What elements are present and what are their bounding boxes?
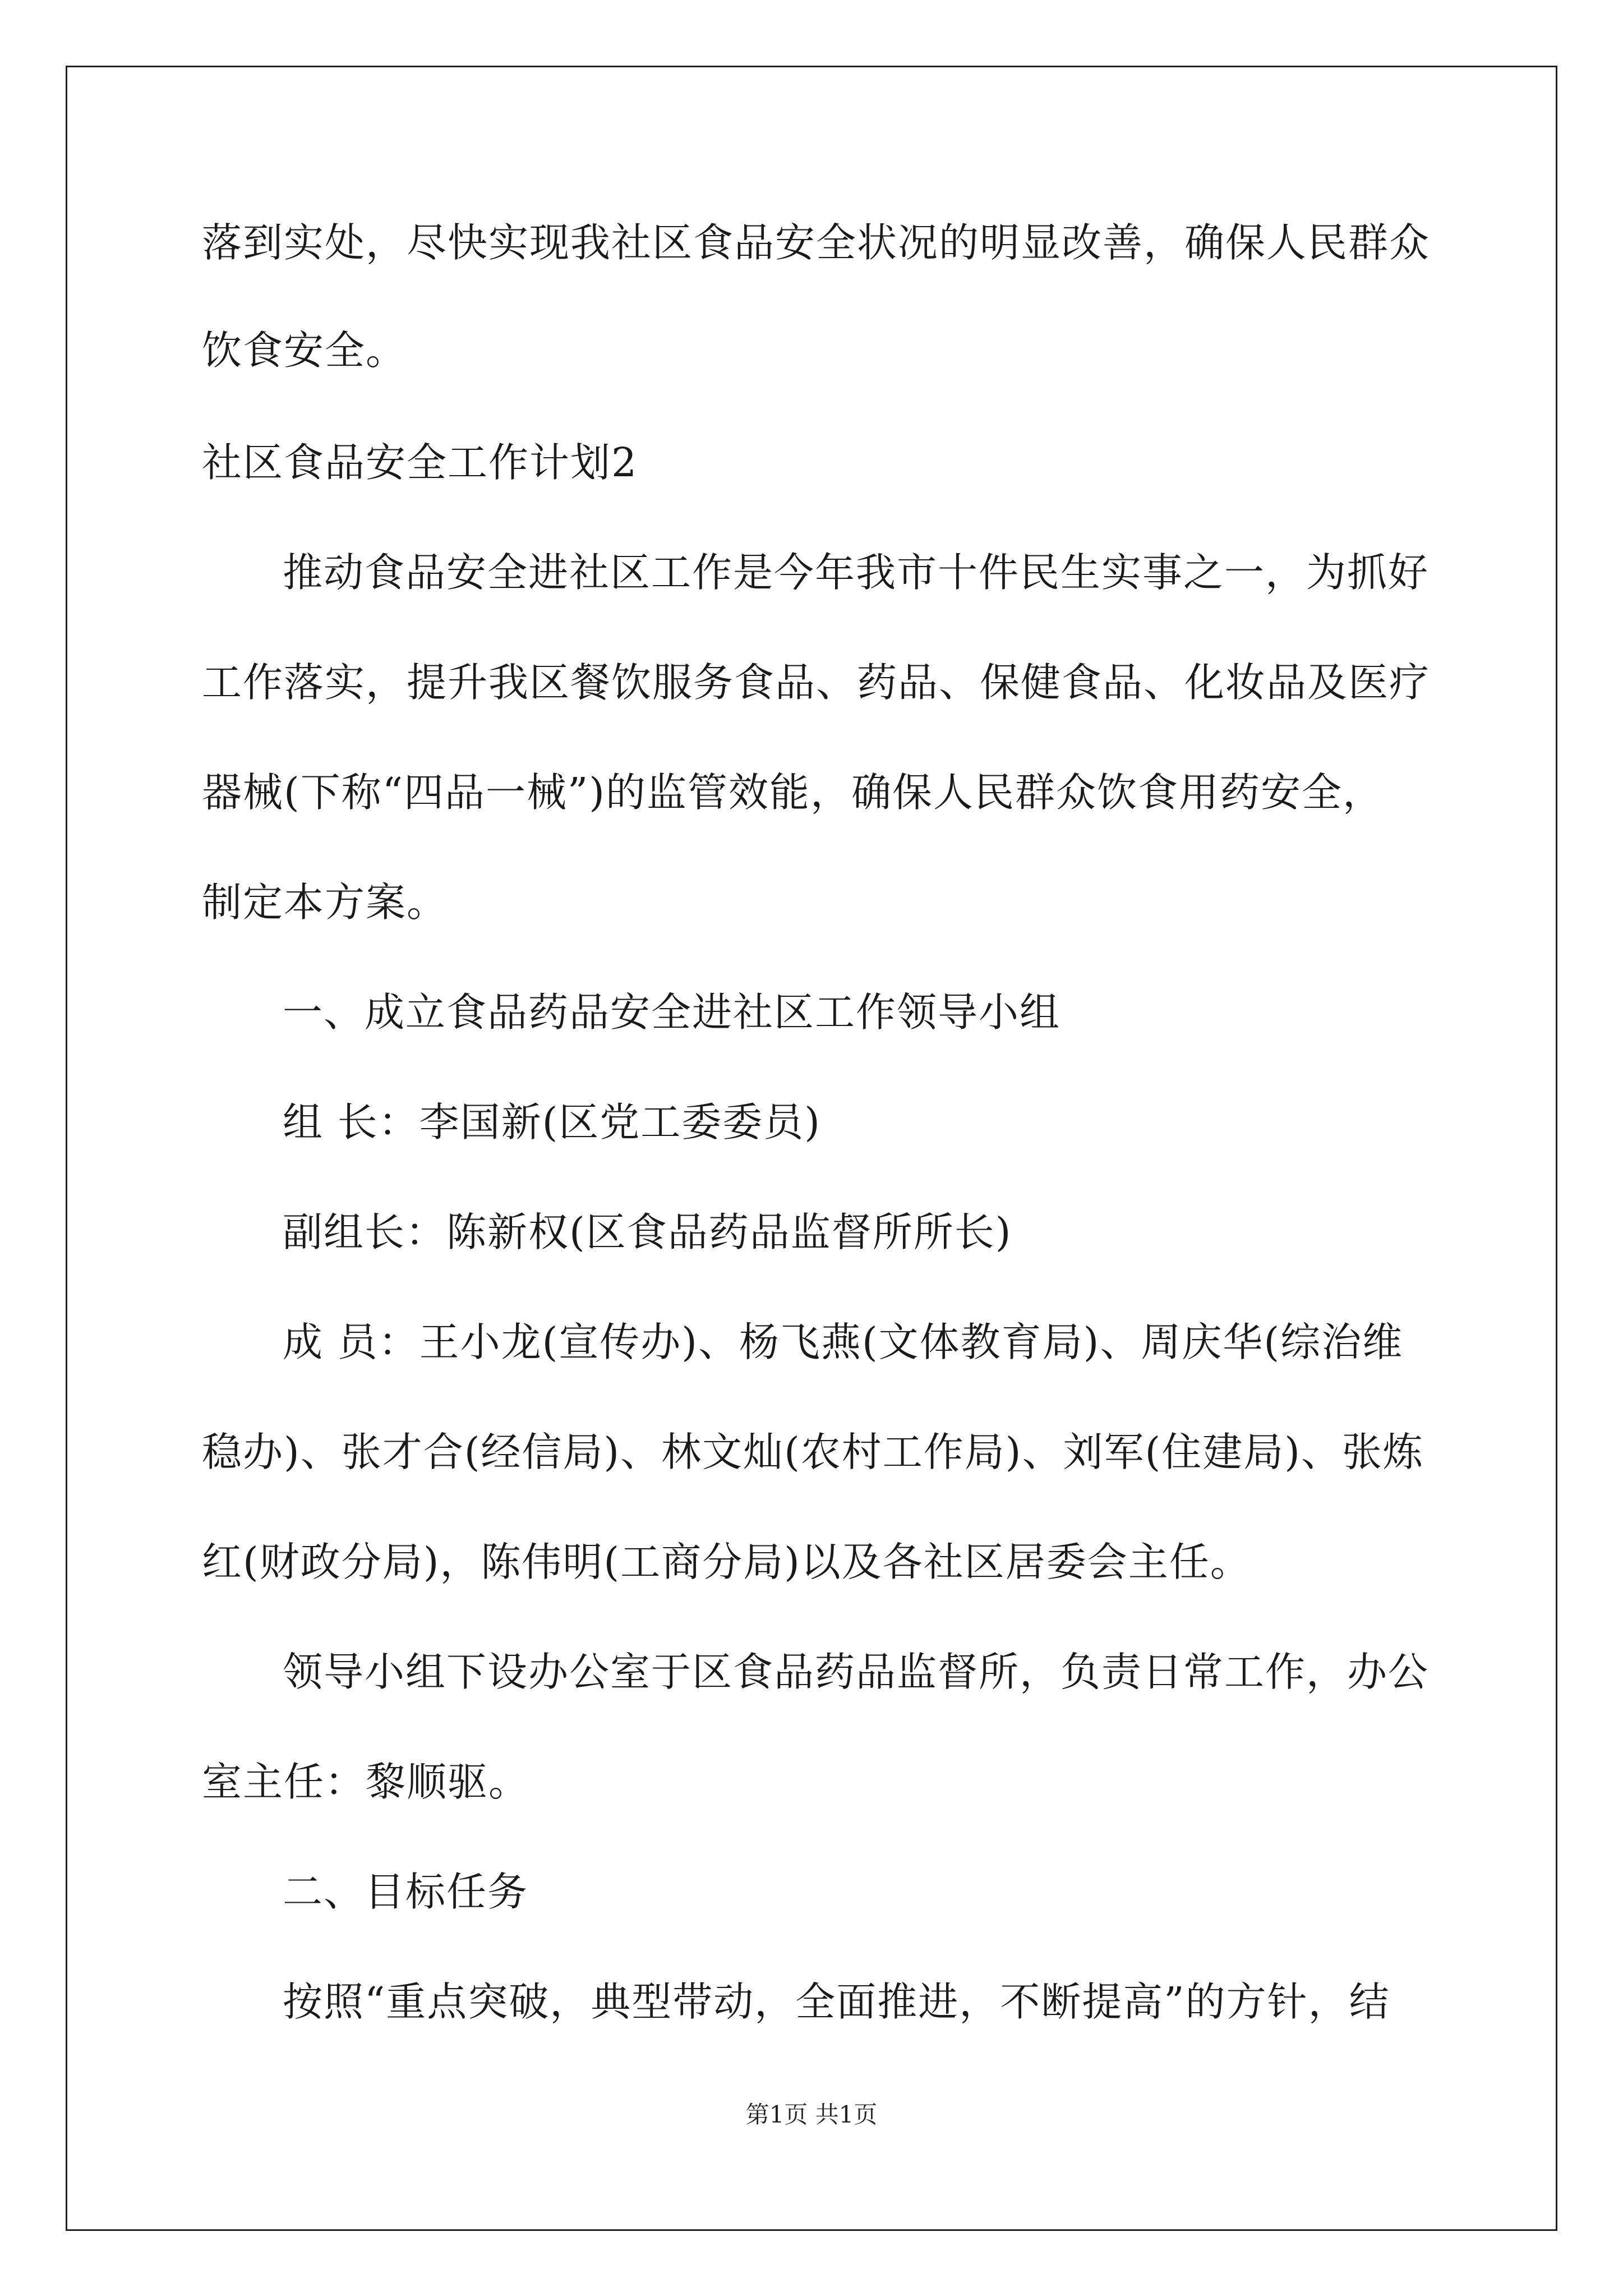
paragraph-line: 红(财政分局)，陈伟明(工商分局)以及各社区居委会主任。 xyxy=(202,1539,1251,1585)
paragraph-line: 制定本方案。 xyxy=(202,879,448,926)
paragraph-line: 组 长：李国新(区党工委委员) xyxy=(283,1099,821,1145)
paragraph-line: 稳办)、张才合(经信局)、林文灿(农村工作局)、刘军(住建局)、张炼 xyxy=(202,1429,1424,1475)
paragraph-line: 推动食品安全进社区工作是今年我市十件民生实事之一，为抓好 xyxy=(283,549,1430,596)
paragraph-line: 工作落实，提升我区餐饮服务食品、药品、保健食品、化妆品及医疗 xyxy=(202,659,1431,706)
paragraph-line: 成 员：王小龙(宣传办)、杨飞燕(文体教育局)、周庆华(综治维 xyxy=(283,1319,1404,1365)
paragraph-line: 按照“重点突破，典型带动，全面推进，不断提高”的方针，结 xyxy=(283,1978,1390,2025)
paragraph-line: 器械(下称“四品一械”)的监管效能，确保人民群众饮食用药安全， xyxy=(202,769,1384,816)
paragraph-line: 室主任：黎顺驱。 xyxy=(202,1759,530,1805)
page-footer: 第1页 共1页 xyxy=(745,2101,878,2128)
paragraph-line: 饮食安全。 xyxy=(202,327,407,374)
heading-line: 二、目标任务 xyxy=(283,1869,529,1915)
paragraph-line: 副组长：陈新权(区食品药品监督所所长) xyxy=(283,1209,1012,1255)
paragraph-line: 落到实处，尽快实现我社区食品安全状况的明显改善，确保人民群众 xyxy=(202,219,1431,266)
paragraph-line: 领导小组下设办公室于区食品药品监督所，负责日常工作，办公 xyxy=(283,1649,1430,1695)
section-title: 社区食品安全工作计划2 xyxy=(202,439,638,486)
heading-line: 一、成立食品药品安全进社区工作领导小组 xyxy=(283,989,1061,1036)
